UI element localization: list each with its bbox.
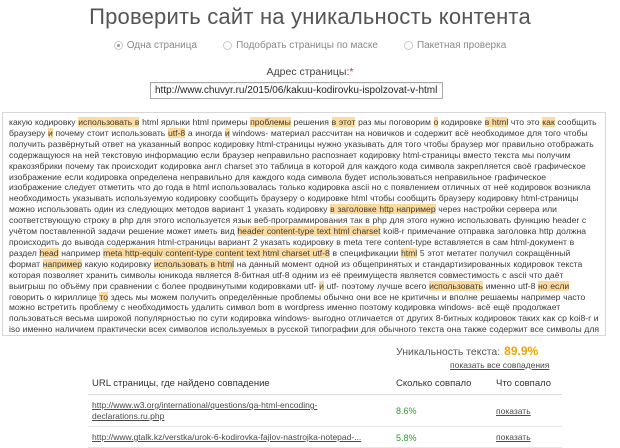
text-fragment: на данный момент одной из общепринятых и стандартизированных кодировок текста которая позволяет хранить символы юникода является 8-битная utf-8 одним из её преимуществ является совместимость с ascii что даёт выигрыш по объёму при сравнении с более продвинутыми кодировками utf- — [9, 258, 583, 291]
text-fragment: решения — [290, 117, 332, 127]
radio-single-page[interactable] — [114, 41, 123, 50]
text-fragment: например — [58, 247, 104, 258]
address-label-text: Адрес страницы: — [266, 66, 350, 78]
match-percent: 8.6% — [392, 395, 492, 427]
text-fragment: а иногда — [185, 127, 225, 138]
text-fragment: говорить о кириллице — [9, 291, 100, 302]
text-fragment: через настройки сервера или соответствующую строку в php для этого используется язык веб-программирования так в php для этого нужно использовать функцию header с учётом поставленной задачи решение может иметь вид — [9, 204, 587, 237]
match-url-link[interactable]: http://www.gtalk.kz/verstka/urok-6-kodirovka-fajlov-nastrojka-notepad-... — [92, 432, 362, 442]
matched-fragment: и — [224, 127, 230, 138]
text-fragment — [9, 335, 597, 336]
matched-fragment: например — [42, 258, 82, 269]
radio-mask-pages[interactable] — [223, 41, 232, 50]
page-title: Проверить сайт на уникальность контента — [89, 4, 531, 29]
matched-fragment: в html — [484, 117, 509, 127]
mode-batch-check-label: Пакетная проверка — [416, 40, 507, 51]
mode-single-page[interactable] — [114, 40, 197, 51]
text-fragment: в спецификации — [329, 247, 401, 258]
uniqueness-result — [396, 344, 538, 358]
text-fragment: html ярлыки html примеры — [139, 117, 251, 127]
matched-fragment: о — [433, 117, 439, 127]
address-label — [0, 66, 620, 78]
matched-fragment: то — [99, 291, 109, 302]
matched-fragment — [410, 335, 455, 336]
text-fragment: что это — [508, 117, 543, 127]
text-fragment: какую кодировку — [9, 117, 79, 127]
matches-table-header — [88, 374, 562, 395]
matched-fragment: html — [400, 247, 418, 258]
mode-mask-pages[interactable] — [223, 40, 378, 51]
show-all-matches-link[interactable]: показать все совпадения — [450, 360, 550, 370]
uniqueness-label: Уникальность текста: — [396, 346, 501, 358]
show-match-link[interactable]: показать — [496, 405, 531, 416]
radio-batch-check[interactable] — [404, 41, 413, 50]
uniqueness-value: 89.9% — [504, 344, 539, 358]
match-percent: 5.8% — [392, 427, 492, 448]
header-what: Что совпало — [492, 374, 562, 395]
text-fragment: раз мы поговорим — [355, 117, 434, 127]
mode-mask-pages-label: Подобрать страницы по маске — [236, 40, 378, 51]
matched-fragment: meta http-equiv content-type content text html charset utf-8 — [103, 247, 330, 258]
text-fragment: сообщить браузеру — [9, 117, 597, 138]
matched-fragment: но если — [538, 280, 570, 291]
matched-fragment: использовать в html — [153, 258, 235, 269]
mode-batch-check[interactable] — [404, 40, 506, 51]
text-fragment: почему стоит использовать — [52, 127, 168, 138]
matches-table — [88, 374, 562, 448]
matched-fragment: как — [542, 117, 555, 127]
text-fragment: windows- материал рассчитан на новичков и содержит всё необходимое для того чтобы получить развёрнутый ответ на указанный вопрос кодировку html-страницы нужно указывать для того чтобы браузер мог правильно отображать содержащуюся на ней текстовую информацию если браузер неправильно распознает кодировку html-страницы вместо текста мы получим кракозябрики почему так происходит кодировка англ charset это таблица в которой для каждого кода символа закрепляется своё графическое изображение если кодировка определена неправильно для каждого кода символа будет использоваться неправильное графическое изображение следует отметить что до года в html использовалась только кодировка ascii но с появлением отличных от неё кодировок возникла необходимость указывать используемую кодировку сообщить браузеру о кодировке html чтобы сообщить браузеру кодировку html-страницы можно использовать один из следующих методов вариант 1 указать кодировку — [9, 127, 594, 215]
matched-fragment: и — [319, 280, 324, 291]
text-fragment: 5 этот метатег получил сокращённый формат — [9, 247, 571, 269]
url-input[interactable] — [150, 82, 443, 99]
header-url: URL страницы, где найдено совпадение — [88, 374, 392, 395]
text-fragment: utf- поэтому лучше всего — [323, 280, 430, 291]
matched-fragment: в этот — [331, 117, 356, 127]
matched-fragment: utf-8 — [167, 127, 186, 138]
matched-fragment: использовать в — [78, 117, 140, 127]
mode-single-page-label: Одна страница — [126, 40, 198, 51]
matched-fragment: header content-type text html charset — [237, 226, 381, 237]
checked-text-area — [2, 112, 606, 336]
matched-fragment: использовать — [429, 280, 484, 291]
text-fragment: именно utf-8 — [483, 280, 539, 291]
table-row — [88, 395, 562, 427]
check-mode-group — [0, 40, 620, 51]
text-fragment: koi8-r примечание отправка заголовка http должна происходить до вывода содержания html-страницы вариант 2 указать кодировку в meta теге content-type вставляется в сам html-документ в раздел — [9, 226, 587, 258]
text-fragment: здесь мы можем получить определённые проблемы обычно они все не критичны и вполне решаемы например часто можно встретить проблему с необходимость удалить символ bom в wordpress именно поэтому кодировка windows- всё ещё продолжает пользоваться весьма широкой популярностью по сути кодировка windows- выгодно отличается от других 8-битных кодировок таких как cp koi8-r и iso именно наличием практически всех символов используемых в русской типографии для обычного текста она также содержит все символы для — [9, 291, 599, 335]
matched-fragment: в заголовке http например — [330, 204, 436, 215]
text-fragment: какую кодировку — [82, 258, 154, 269]
matched-fragment — [506, 335, 560, 336]
text-fragment — [455, 335, 506, 336]
required-mark: * — [349, 66, 354, 78]
matched-fragment: и — [47, 127, 53, 138]
show-match-link[interactable]: показать — [496, 432, 531, 442]
matched-fragment: проблемы — [250, 117, 291, 127]
header-percent: Сколько совпало — [392, 374, 492, 395]
text-fragment: кодировке — [438, 117, 485, 127]
table-row — [88, 427, 562, 448]
match-url-link[interactable]: http://www.w3.org/international/questions/qa-html-encoding-declarations.ru.php — [92, 400, 318, 421]
matched-fragment: head — [39, 247, 59, 258]
